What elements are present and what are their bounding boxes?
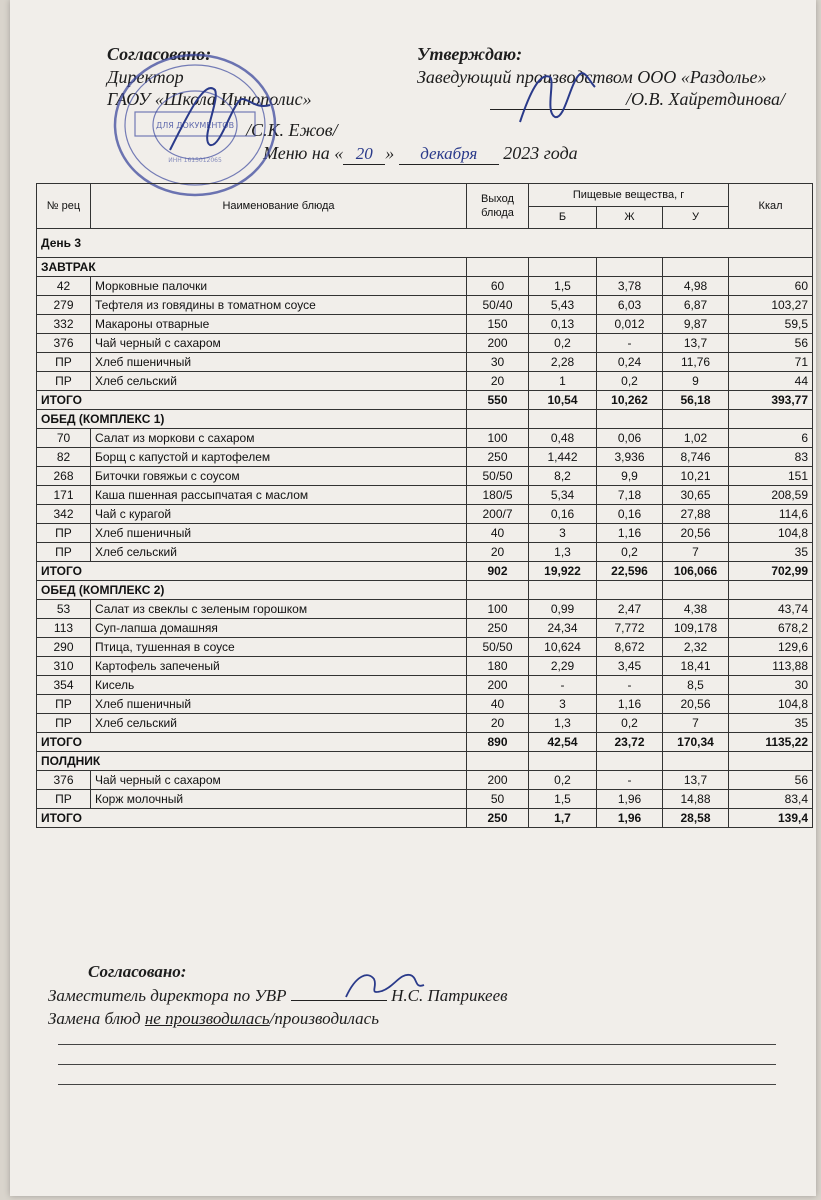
section-title: ЗАВТРАК	[37, 258, 467, 277]
table-cell: 2,32	[663, 638, 729, 657]
total-cell: 23,72	[597, 733, 663, 752]
table-cell: 376	[37, 771, 91, 790]
blank-line-1	[58, 1044, 776, 1045]
table-cell: 0,2	[597, 714, 663, 733]
total-label: ИТОГО	[37, 391, 467, 410]
menu-table	[36, 183, 813, 828]
table-cell: 9,87	[663, 315, 729, 334]
table-cell: 113,88	[729, 657, 813, 676]
table-cell: 1,442	[529, 448, 597, 467]
day-label: День 3	[37, 229, 813, 258]
total-cell: 22,596	[597, 562, 663, 581]
table-row	[37, 524, 813, 543]
table-cell: 151	[729, 467, 813, 486]
total-cell: 19,922	[529, 562, 597, 581]
table-cell: 0,2	[597, 372, 663, 391]
table-cell: Суп-лапша домашняя	[91, 619, 467, 638]
table-row	[37, 619, 813, 638]
total-cell: 550	[467, 391, 529, 410]
total-cell: 702,99	[729, 562, 813, 581]
total-cell: 10,54	[529, 391, 597, 410]
table-cell: 8,672	[597, 638, 663, 657]
header-nutrients: Пищевые вещества, г	[529, 184, 729, 207]
table-cell: Макароны отварные	[91, 315, 467, 334]
total-cell: 1,7	[529, 809, 597, 828]
table-cell: 3,78	[597, 277, 663, 296]
table-row	[37, 467, 813, 486]
table-cell: Чай черный с сахаром	[91, 771, 467, 790]
table-cell: 100	[467, 429, 529, 448]
table-cell: Салат из свеклы с зеленым горошком	[91, 600, 467, 619]
table-cell: 7,772	[597, 619, 663, 638]
table-cell: ПР	[37, 524, 91, 543]
header-protein: Б	[529, 206, 597, 229]
table-cell: 8,746	[663, 448, 729, 467]
header-num: № рец	[37, 184, 91, 229]
table-cell: 200	[467, 334, 529, 353]
menu-table-body	[37, 229, 813, 828]
table-cell: 200	[467, 676, 529, 695]
total-label: ИТОГО	[37, 562, 467, 581]
table-cell: 44	[729, 372, 813, 391]
table-row	[37, 429, 813, 448]
table-cell: 1,16	[597, 524, 663, 543]
table-cell: 24,34	[529, 619, 597, 638]
table-cell: -	[529, 676, 597, 695]
table-cell: 3,936	[597, 448, 663, 467]
table-cell: 3,45	[597, 657, 663, 676]
table-cell: 208,59	[729, 486, 813, 505]
table-cell: Хлеб пшеничный	[91, 524, 467, 543]
total-cell: 393,77	[729, 391, 813, 410]
table-cell: -	[597, 771, 663, 790]
table-cell: 71	[729, 353, 813, 372]
table-cell: 40	[467, 695, 529, 714]
table-cell: 53	[37, 600, 91, 619]
table-cell: 4,38	[663, 600, 729, 619]
footer-title: Согласовано:	[88, 962, 187, 981]
empty-cell	[467, 581, 529, 600]
empty-cell	[597, 752, 663, 771]
table-cell: Хлеб пшеничный	[91, 353, 467, 372]
table-row	[37, 296, 813, 315]
empty-cell	[529, 752, 597, 771]
total-row	[37, 809, 813, 828]
section-title: ОБЕД (КОМПЛЕКС 2)	[37, 581, 467, 600]
table-cell: ПР	[37, 714, 91, 733]
table-cell: 30	[467, 353, 529, 372]
total-row	[37, 733, 813, 752]
svg-text:ИНН 1615012065: ИНН 1615012065	[168, 157, 222, 164]
table-cell: 20,56	[663, 695, 729, 714]
table-cell: 7	[663, 714, 729, 733]
table-row	[37, 486, 813, 505]
section-row	[37, 752, 813, 771]
table-cell: 3	[529, 695, 597, 714]
empty-cell	[729, 581, 813, 600]
empty-cell	[529, 581, 597, 600]
table-cell: 83	[729, 448, 813, 467]
table-cell: 0,012	[597, 315, 663, 334]
table-row	[37, 638, 813, 657]
header-name: Наименование блюда	[91, 184, 467, 229]
total-cell: 42,54	[529, 733, 597, 752]
total-cell: 139,4	[729, 809, 813, 828]
table-cell: 35	[729, 543, 813, 562]
table-cell: -	[597, 334, 663, 353]
table-cell: 250	[467, 448, 529, 467]
table-cell: 82	[37, 448, 91, 467]
table-cell: 35	[729, 714, 813, 733]
table-row	[37, 334, 813, 353]
table-cell: Борщ с капустой и картофелем	[91, 448, 467, 467]
total-cell: 902	[467, 562, 529, 581]
table-cell: 56	[729, 771, 813, 790]
section-title: ПОЛДНИК	[37, 752, 467, 771]
stamp-label: ДЛЯ ДОКУМЕНТОВ	[155, 121, 235, 130]
table-row	[37, 277, 813, 296]
section-row	[37, 410, 813, 429]
table-cell: 59,5	[729, 315, 813, 334]
empty-cell	[529, 258, 597, 277]
empty-cell	[467, 410, 529, 429]
substitution-made: /производилась	[269, 1009, 379, 1028]
table-cell: 2,29	[529, 657, 597, 676]
table-cell: 332	[37, 315, 91, 334]
table-cell: 678,2	[729, 619, 813, 638]
table-cell: 1	[529, 372, 597, 391]
menu-prefix: Меню на «	[263, 143, 344, 163]
deputy-signature-icon	[338, 965, 428, 1005]
table-cell: Кисель	[91, 676, 467, 695]
table-cell: 0,24	[597, 353, 663, 372]
table-cell: 0,16	[597, 505, 663, 524]
approval-right-name: /О.В. Хайретдинова/	[626, 89, 785, 109]
table-cell: 1,16	[597, 695, 663, 714]
table-cell: 42	[37, 277, 91, 296]
table-row	[37, 676, 813, 695]
table-cell: 109,178	[663, 619, 729, 638]
table-cell: 60	[729, 277, 813, 296]
table-cell: 290	[37, 638, 91, 657]
table-cell: Тефтеля из говядины в томатном соусе	[91, 296, 467, 315]
table-cell: 50	[467, 790, 529, 809]
table-cell: 250	[467, 619, 529, 638]
table-cell: 10,624	[529, 638, 597, 657]
table-cell: 376	[37, 334, 91, 353]
table-cell: 0,2	[597, 543, 663, 562]
table-cell: 310	[37, 657, 91, 676]
table-cell: ПР	[37, 543, 91, 562]
table-cell: 50/50	[467, 467, 529, 486]
table-cell: 9,9	[597, 467, 663, 486]
table-cell: 13,7	[663, 771, 729, 790]
footer-role: Заместитель директора по УВР	[48, 986, 287, 1005]
empty-cell	[597, 581, 663, 600]
table-cell: Биточки говяжьи с соусом	[91, 467, 467, 486]
table-cell: 1,5	[529, 790, 597, 809]
table-cell: 8,2	[529, 467, 597, 486]
table-cell: 354	[37, 676, 91, 695]
table-cell: 104,8	[729, 524, 813, 543]
table-cell: 114,6	[729, 505, 813, 524]
table-cell: Хлеб сельский	[91, 543, 467, 562]
table-cell: 342	[37, 505, 91, 524]
table-cell: 104,8	[729, 695, 813, 714]
table-cell: 27,88	[663, 505, 729, 524]
empty-cell	[663, 410, 729, 429]
table-cell: 60	[467, 277, 529, 296]
table-cell: 7	[663, 543, 729, 562]
header-kcal: Ккал	[729, 184, 813, 229]
table-row	[37, 315, 813, 334]
table-cell: 1,96	[597, 790, 663, 809]
table-cell: Хлеб пшеничный	[91, 695, 467, 714]
table-cell: 9	[663, 372, 729, 391]
table-row	[37, 543, 813, 562]
manager-signature-icon	[510, 62, 600, 132]
table-cell: 180/5	[467, 486, 529, 505]
approval-right-role: Заведующий производством ООО «Раздолье»	[417, 67, 767, 87]
table-cell: 171	[37, 486, 91, 505]
menu-day: 20	[343, 144, 385, 165]
table-cell: 5,34	[529, 486, 597, 505]
table-cell: -	[597, 676, 663, 695]
total-cell: 170,34	[663, 733, 729, 752]
blank-line-2	[58, 1064, 776, 1065]
table-cell: 5,43	[529, 296, 597, 315]
approval-left-title: Согласовано:	[107, 44, 212, 64]
menu-month: декабря	[399, 144, 499, 165]
table-cell: Салат из моркови с сахаром	[91, 429, 467, 448]
menu-year: 2023 года	[503, 143, 578, 163]
table-cell: 4,98	[663, 277, 729, 296]
table-cell: 1,5	[529, 277, 597, 296]
table-cell: 1,3	[529, 543, 597, 562]
total-label: ИТОГО	[37, 733, 467, 752]
empty-cell	[663, 752, 729, 771]
table-cell: Чай с курагой	[91, 505, 467, 524]
table-cell: 6	[729, 429, 813, 448]
table-cell: Птица, тушенная в соусе	[91, 638, 467, 657]
table-cell: 56	[729, 334, 813, 353]
table-cell: 40	[467, 524, 529, 543]
table-cell: 150	[467, 315, 529, 334]
menu-mid: »	[385, 143, 395, 163]
substitution-line	[48, 1009, 379, 1029]
table-cell: ПР	[37, 790, 91, 809]
header-carbs: У	[663, 206, 729, 229]
table-cell: Чай черный с сахаром	[91, 334, 467, 353]
table-row	[37, 353, 813, 372]
empty-cell	[729, 258, 813, 277]
substitution-prefix: Замена блюд	[48, 1009, 145, 1028]
table-row	[37, 372, 813, 391]
table-cell: 30,65	[663, 486, 729, 505]
table-cell: Морковные палочки	[91, 277, 467, 296]
empty-cell	[529, 410, 597, 429]
table-row	[37, 771, 813, 790]
total-cell: 1135,22	[729, 733, 813, 752]
substitution-not-made: не производилась	[144, 1009, 270, 1028]
table-cell: 2,47	[597, 600, 663, 619]
table-cell: 100	[467, 600, 529, 619]
section-row	[37, 258, 813, 277]
empty-cell	[467, 752, 529, 771]
table-cell: 200	[467, 771, 529, 790]
table-row	[37, 790, 813, 809]
table-row	[37, 600, 813, 619]
table-cell: 0,06	[597, 429, 663, 448]
table-cell: Корж молочный	[91, 790, 467, 809]
menu-date-line	[263, 143, 578, 165]
table-cell: Картофель запеченый	[91, 657, 467, 676]
table-cell: 8,5	[663, 676, 729, 695]
table-cell: 129,6	[729, 638, 813, 657]
table-cell: 20	[467, 372, 529, 391]
empty-cell	[467, 258, 529, 277]
total-row	[37, 391, 813, 410]
table-row	[37, 505, 813, 524]
table-cell: 43,74	[729, 600, 813, 619]
table-cell: 0,13	[529, 315, 597, 334]
document-page	[10, 0, 816, 1196]
table-cell: Хлеб сельский	[91, 372, 467, 391]
table-cell: 3	[529, 524, 597, 543]
table-cell: ПР	[37, 353, 91, 372]
empty-cell	[663, 258, 729, 277]
table-cell: 0,16	[529, 505, 597, 524]
section-row	[37, 581, 813, 600]
table-cell: 6,03	[597, 296, 663, 315]
table-cell: ПР	[37, 695, 91, 714]
table-cell: 83,4	[729, 790, 813, 809]
table-cell: 200/7	[467, 505, 529, 524]
table-cell: 50/50	[467, 638, 529, 657]
empty-cell	[663, 581, 729, 600]
table-cell: 14,88	[663, 790, 729, 809]
footer-signature-line	[48, 986, 508, 1006]
total-cell: 10,262	[597, 391, 663, 410]
table-cell: 20	[467, 543, 529, 562]
approval-right-title: Утверждаю:	[417, 44, 523, 64]
table-row	[37, 657, 813, 676]
table-cell: ПР	[37, 372, 91, 391]
table-cell: 50/40	[467, 296, 529, 315]
total-cell: 56,18	[663, 391, 729, 410]
empty-cell	[597, 410, 663, 429]
director-signature-icon	[160, 70, 280, 160]
approval-left-org: ГАОУ «Школа Иннополис»	[107, 89, 312, 109]
table-row	[37, 695, 813, 714]
table-cell: 20	[467, 714, 529, 733]
total-cell: 250	[467, 809, 529, 828]
header-fat: Ж	[597, 206, 663, 229]
total-label: ИТОГО	[37, 809, 467, 828]
empty-cell	[597, 258, 663, 277]
table-cell: 180	[467, 657, 529, 676]
table-cell: 70	[37, 429, 91, 448]
header-yield: Выход блюда	[467, 184, 529, 229]
blank-line-3	[58, 1084, 776, 1085]
empty-cell	[729, 752, 813, 771]
total-cell: 1,96	[597, 809, 663, 828]
table-cell: 2,28	[529, 353, 597, 372]
total-cell: 106,066	[663, 562, 729, 581]
table-cell: 0,2	[529, 771, 597, 790]
empty-cell	[729, 410, 813, 429]
table-cell: 113	[37, 619, 91, 638]
approval-left-name: /С.К. Ежов/	[246, 120, 338, 140]
table-row	[37, 714, 813, 733]
table-row	[37, 448, 813, 467]
section-title: ОБЕД (КОМПЛЕКС 1)	[37, 410, 467, 429]
table-cell: 1,02	[663, 429, 729, 448]
table-cell: 30	[729, 676, 813, 695]
table-cell: 13,7	[663, 334, 729, 353]
table-cell: Каша пшенная рассыпчатая с маслом	[91, 486, 467, 505]
table-cell: 11,76	[663, 353, 729, 372]
table-cell: 0,48	[529, 429, 597, 448]
total-cell: 28,58	[663, 809, 729, 828]
table-cell: 0,99	[529, 600, 597, 619]
table-cell: 7,18	[597, 486, 663, 505]
footer-name: Н.С. Патрикеев	[391, 986, 508, 1005]
approval-left-role: Директор	[107, 67, 184, 87]
table-cell: 0,2	[529, 334, 597, 353]
table-cell: 6,87	[663, 296, 729, 315]
table-cell: 279	[37, 296, 91, 315]
table-cell: 103,27	[729, 296, 813, 315]
table-cell: 20,56	[663, 524, 729, 543]
table-cell: Хлеб сельский	[91, 714, 467, 733]
total-row	[37, 562, 813, 581]
table-cell: 1,3	[529, 714, 597, 733]
table-cell: 268	[37, 467, 91, 486]
total-cell: 890	[467, 733, 529, 752]
table-cell: 10,21	[663, 467, 729, 486]
table-cell: 18,41	[663, 657, 729, 676]
